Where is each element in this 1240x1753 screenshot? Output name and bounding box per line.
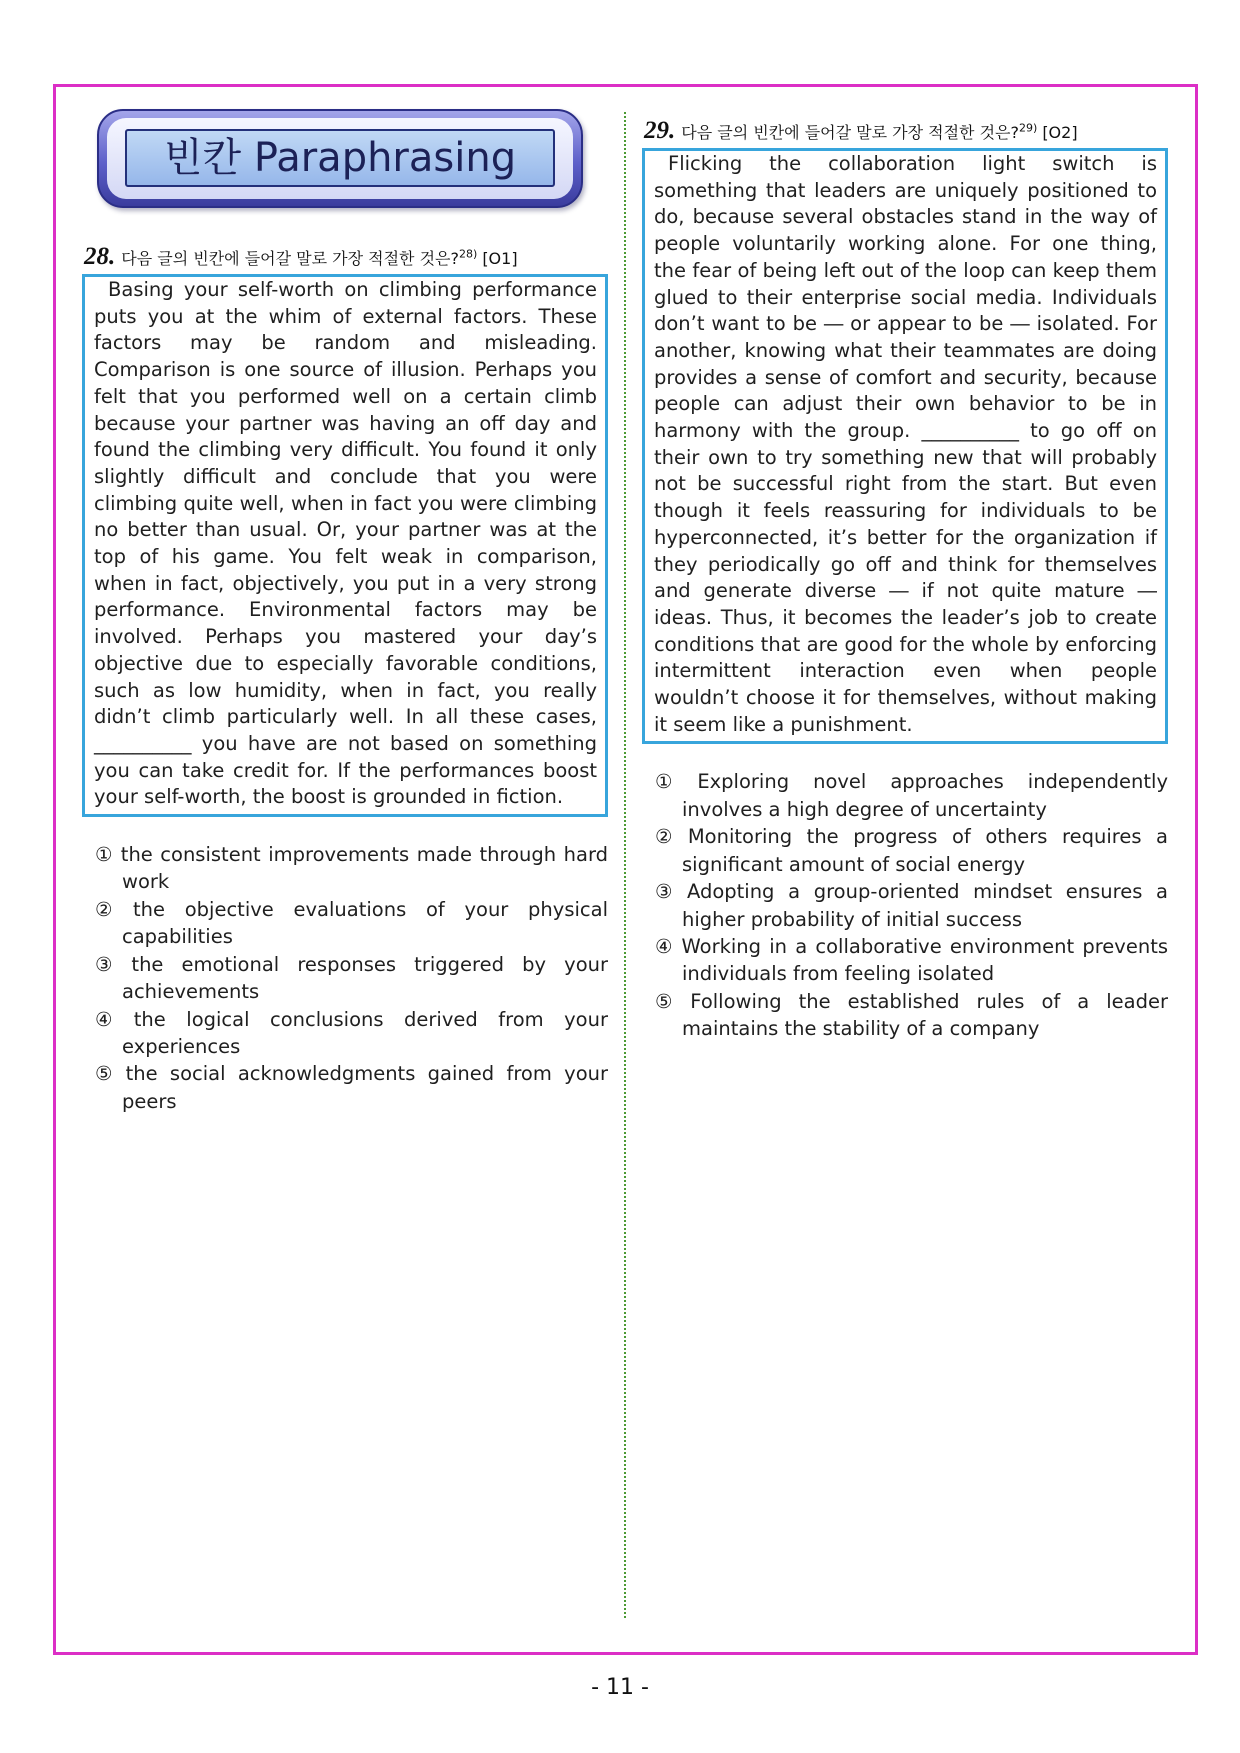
passage-text: Basing your self-worth on climbing performance puts you at the whim of external factors. These factors may be random and misleading. Comparison is one source of illusion. Perhaps you felt that you performed well on a certain climb because your partner was having an off day and found the climbing very difficult. You found it only slightly difficult and conclude that you were climbing quite well, when in fact you were climbing no better than usual. Or, your partner was at the top of his game. You felt weak in comparison, when in fact, objectively, you put in a very strong performance. Environmental factors may be involved. Perhaps you mastered your day’s objective due to especially favorable conditions, such as low humidity, when in fact, you really didn’t climb particularly well. In all these cases, __________ you have are not based on something you can take credit for. If the performances boost your self-worth, the boost is grounded in fiction.	[94, 278, 597, 809]
option-number: ④	[95, 1007, 127, 1031]
option-text: the objective evaluations of your physical capabilities	[122, 897, 608, 949]
answer-option-5	[95, 1060, 608, 1115]
question-28	[82, 242, 608, 1115]
footnote-ref: 28)	[459, 247, 478, 261]
option-number: ⑤	[95, 1062, 119, 1086]
option-number: ③	[655, 880, 680, 904]
option-number: ⑤	[655, 989, 684, 1013]
page-number: - 11 -	[591, 1675, 649, 1700]
question-code: [O2]	[1042, 123, 1078, 142]
option-text: the emotional responses triggered by your achievements	[122, 952, 608, 1004]
section-title: 빈칸 Paraphrasing	[125, 129, 555, 187]
option-number: ①	[655, 770, 691, 794]
answer-option-2	[95, 896, 608, 951]
question-header	[82, 242, 608, 274]
option-text: the consistent improvements made through hard work	[120, 843, 608, 894]
answer-option-2	[655, 823, 1168, 878]
question-code: [O1]	[482, 249, 518, 268]
question-number: 29.	[644, 117, 676, 144]
option-text: Working in a collaborative environment prevents individuals from feeling isolated	[681, 934, 1168, 986]
answer-option-4	[95, 1006, 608, 1061]
passage-text: Flicking the collaboration light switch is something that leaders are uniquely positioned to do, because several obstacles stand in the way of people voluntarily working alone. For one thing, the fear of being left out of the loop can keep them glued to their enterprise social media. Individuals don’t want to be ― or appear to be ― isolated. For another, knowing what their teammates are doing provides a sense of comfort and security, because people can adjust their own behavior to be in harmony with the group. __________ to go off on their own to try something new that will probably not be successful right from the start. But even though it feels reassuring for individuals to be hyperconnected, it’s better for the organization if they periodically go off and think for themselves and generate diverse ― if not quite mature ― ideas. Thus, it becomes the leader’s job to create conditions that are good for the whole by enforcing intermittent interaction even when people wouldn’t choose it for themselves, without making it seem like a punishment.	[654, 152, 1157, 736]
question-header	[642, 116, 1168, 148]
answer-options	[642, 768, 1168, 1042]
option-text: Monitoring the progress of others requires a significant amount of social energy	[682, 825, 1168, 876]
option-number: ③	[95, 952, 125, 976]
option-text: Exploring novel approaches independently involves a high degree of uncertainty	[682, 770, 1169, 821]
question-instruction: 다음 글의 빈칸에 들어갈 말로 가장 적절한 것은?	[121, 249, 460, 268]
answer-option-3	[95, 951, 608, 1006]
option-number: ①	[95, 843, 114, 867]
passage-box	[82, 274, 608, 817]
option-text: Adopting a group-oriented mindset ensures a higher probability of initial success	[682, 880, 1168, 931]
answer-options	[82, 841, 608, 1115]
option-text: the social acknowledgments gained from your peers	[122, 1062, 609, 1113]
question-instruction: 다음 글의 빈칸에 들어갈 말로 가장 적절한 것은?	[681, 123, 1020, 142]
answer-option-5	[655, 988, 1168, 1043]
column-divider	[624, 112, 626, 1618]
answer-option-1	[95, 841, 608, 896]
answer-option-1	[655, 768, 1168, 823]
option-number: ②	[95, 897, 127, 921]
answer-option-4	[655, 933, 1168, 988]
answer-option-3	[655, 878, 1168, 933]
option-text: Following the established rules of a leader maintains the stability of a company	[682, 989, 1168, 1041]
question-number: 28.	[84, 243, 116, 270]
question-29	[642, 116, 1168, 1043]
option-text: the logical conclusions derived from your experiences	[122, 1007, 608, 1058]
section-title-badge	[97, 109, 583, 208]
passage-box	[642, 148, 1168, 744]
footnote-ref: 29)	[1019, 121, 1038, 135]
option-number: ②	[655, 825, 681, 849]
option-number: ④	[655, 934, 675, 958]
